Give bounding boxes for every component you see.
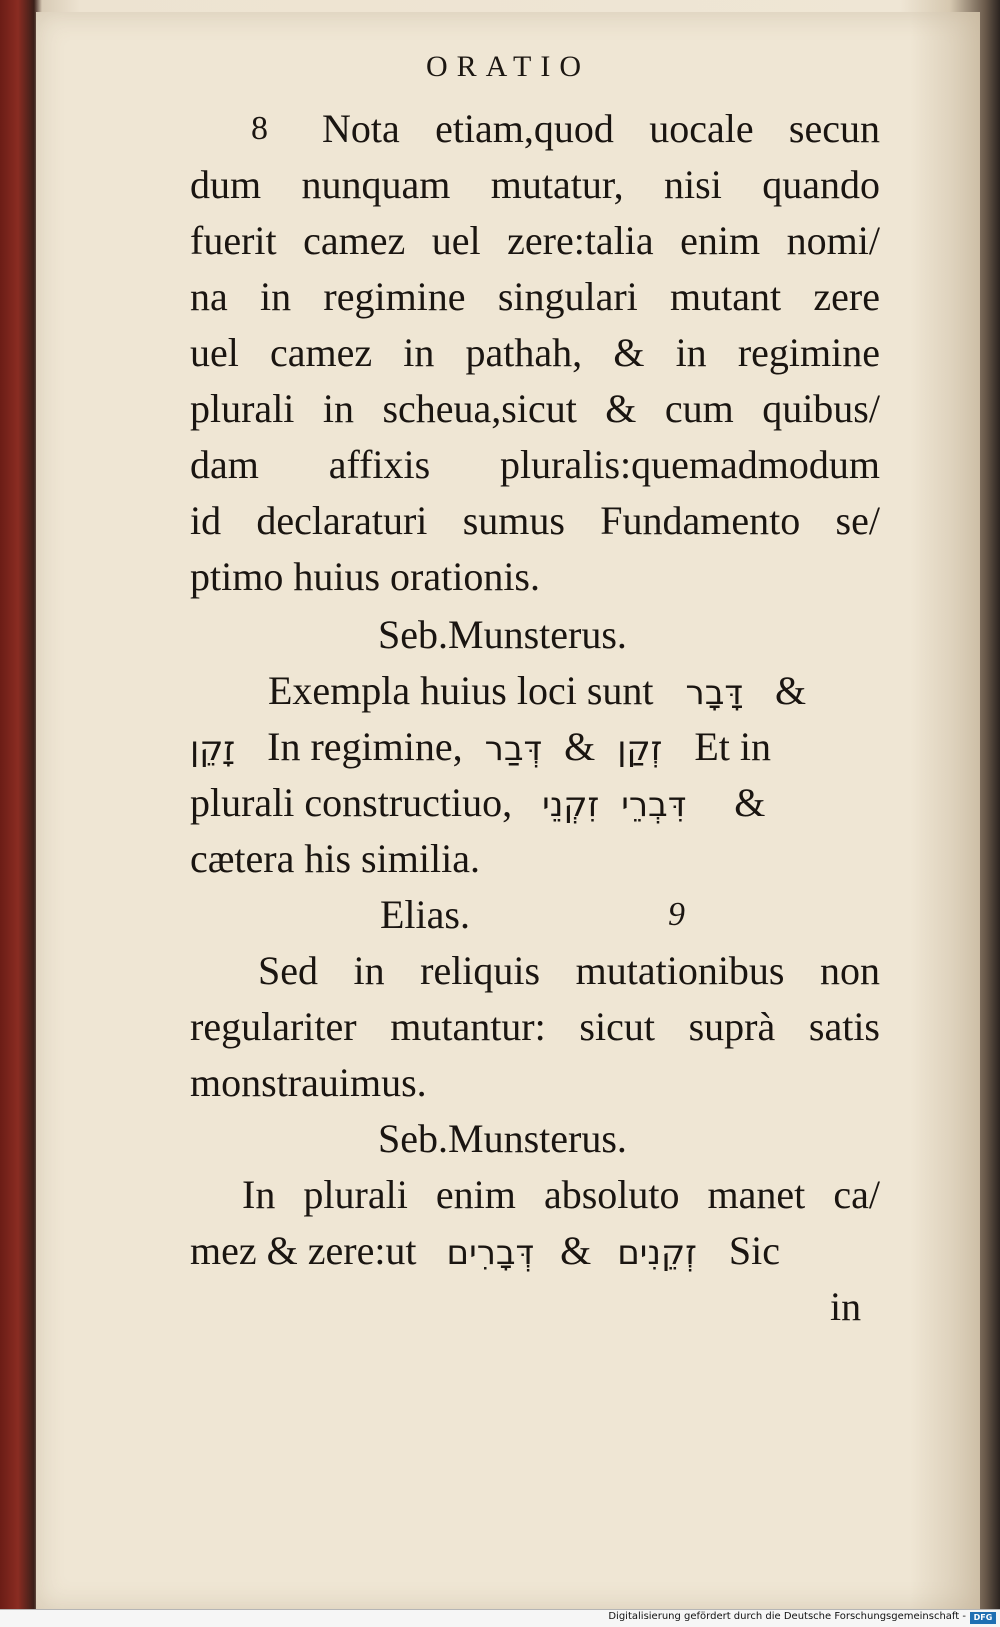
hebrew-word-zeqan: זְקַן <box>617 729 663 769</box>
et-in-label: Et in <box>694 724 772 769</box>
examples-intro: Exempla huius loci sunt <box>268 668 654 713</box>
text-line-7: dam affixis pluralis:quemadmodum <box>190 442 880 487</box>
section-number-8: 8 <box>251 110 268 147</box>
text-line-reliquis: Sed in reliquis mutationibus non <box>258 948 880 993</box>
text-line-monstrauimus: monstrauimus. <box>190 1060 427 1105</box>
text-line-2: dum nunquam mutatur, nisi quando <box>190 162 880 207</box>
text-line-camez-zere <box>190 1224 880 1280</box>
hebrew-word-devar: דְּבַר <box>484 729 543 769</box>
text-line-examples <box>268 664 880 720</box>
text-line-regulariter: regulariter mutantur: sicut suprà satis <box>190 1004 880 1049</box>
dfg-logo-icon: DFG <box>970 1612 996 1624</box>
sic-word: Sic <box>728 1228 781 1273</box>
text-line-construct <box>190 776 880 832</box>
text-line-cetera: cætera his similia. <box>190 836 480 881</box>
text-line-1: Nota etiam,quod uocale secun <box>322 106 880 151</box>
section-number-9: 9 <box>668 896 685 933</box>
hebrew-word-zeqenim: זְקֵנִים <box>617 1233 697 1273</box>
text-line-6: plurali in scheua,sicut & cum quibus/ <box>190 386 880 431</box>
hebrew-word-devarim: דְּבָרִים <box>446 1233 535 1273</box>
regimine-label: In regimine, <box>267 724 463 769</box>
digitization-footer <box>0 1609 1000 1627</box>
ampersand-after-divre: & <box>734 780 766 825</box>
text-line-8: id declaraturi sumus Fundamento se/ <box>190 498 880 543</box>
ampersand: & <box>774 668 807 713</box>
book-page <box>36 12 980 1610</box>
text-line-plurali-absoluto: In plurali enim absoluto manet ca/ <box>242 1172 880 1217</box>
running-head: ORATIO <box>426 50 590 83</box>
ampersand: & <box>564 724 596 769</box>
text-line-3: fuerit camez uel zere:talia enim nomi/ <box>190 218 880 263</box>
hebrew-word-davar: דָּבָר <box>685 673 743 713</box>
text-line-9: ptimo huius orationis. <box>190 554 540 599</box>
hebrew-word-divre: דִּבְרֵי <box>621 785 687 825</box>
footer-credit-text: Digitalisierung gefördert durch die Deutsche Forschungsgemeinschaft - <box>608 1611 966 1622</box>
catchword-in: in <box>830 1284 862 1329</box>
camez-zere-label: mez & zere:ut <box>190 1228 417 1273</box>
ampersand: & <box>560 1228 592 1273</box>
hebrew-word-ziqne: זִקְנֵי <box>542 785 600 825</box>
text-line-regimine <box>190 720 880 776</box>
text-line-4: na in regimine singulari mutant zere <box>190 274 880 319</box>
text-line-5: uel camez in pathah, & in regimine <box>190 330 880 375</box>
construct-label: plurali constructiuo, <box>190 780 513 825</box>
speaker-heading-munsterus-2: Seb.Munsterus. <box>378 1116 627 1161</box>
speaker-heading-elias: Elias. <box>380 892 470 937</box>
page-edge-shadow <box>910 12 980 1610</box>
speaker-heading-munsterus-1: Seb.Munsterus. <box>378 612 627 657</box>
hebrew-word-zaqen: זָקֵן <box>190 729 236 769</box>
